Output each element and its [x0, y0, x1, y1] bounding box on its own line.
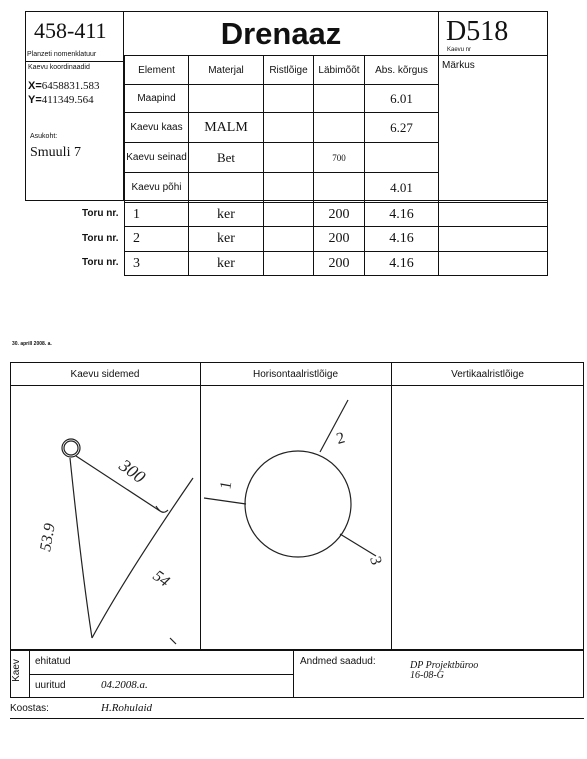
- pipe-material-cell: ker: [189, 252, 264, 276]
- sheet-caption: Planzeti nomenklatuur: [27, 51, 97, 58]
- element-cell: Kaevu seinad: [125, 143, 189, 173]
- column-header: Element: [125, 56, 189, 85]
- dimension-54: 54: [149, 567, 173, 591]
- built-label: ehitatud: [35, 656, 71, 667]
- x-label: X=: [28, 80, 42, 92]
- pipe-remark-cell: [439, 227, 548, 252]
- data-source-code: 16-08-G: [410, 670, 444, 681]
- date-stamp: 30. aprill 2008. a.: [12, 341, 52, 347]
- height-cell: 6.01: [365, 85, 439, 113]
- table-row: [125, 227, 548, 252]
- data-source-label: Andmed saadud:: [300, 656, 376, 667]
- y-label: Y=: [28, 94, 42, 106]
- dimension-539: 53.9: [37, 522, 59, 553]
- surveyed-label: uuritud: [35, 680, 66, 691]
- column-header: Abs. kõrgus: [365, 56, 439, 85]
- pipe-remark-cell: [439, 203, 548, 227]
- pipe-label-2: 2: [334, 429, 347, 448]
- divider: [10, 718, 584, 719]
- pipe-nr-cell: 1: [125, 203, 189, 227]
- section-cell: [264, 143, 314, 173]
- col-header-horizontal: Horisontaalristlõige: [252, 369, 339, 380]
- author-label: Koostas:: [10, 703, 49, 714]
- y-coordinate: [28, 94, 94, 106]
- pipe-remark-cell: [439, 252, 548, 276]
- material-cell: Bet: [189, 143, 264, 173]
- pipe-diameter-cell: 200: [314, 252, 365, 276]
- x-coordinate: [28, 80, 100, 92]
- sheet-number: 458-411: [34, 18, 107, 43]
- diameter-cell: [314, 85, 365, 113]
- horizontal-section-sketch: [200, 386, 391, 650]
- diameter-cell: [314, 113, 365, 143]
- author-value: H.Rohulaid: [101, 702, 153, 714]
- height-cell: [365, 143, 439, 173]
- pipe-label: Toru nr.: [82, 233, 119, 244]
- element-cell: Maapind: [125, 85, 189, 113]
- y-value: 411349.564: [41, 94, 94, 106]
- material-cell: MALM: [189, 113, 264, 143]
- pipe-section-cell: [264, 203, 314, 227]
- section-cell: [264, 113, 314, 143]
- table-row: [125, 252, 548, 276]
- pipe-diameter-cell: 200: [314, 203, 365, 227]
- address-value: Smuuli 7: [30, 145, 81, 160]
- coords-caption: Kaevu koordinaadid: [28, 64, 90, 71]
- element-cell: Kaevu põhi: [125, 173, 189, 203]
- well-section-circle-icon: [245, 451, 351, 557]
- address-caption: Asukoht:: [30, 133, 58, 140]
- element-cell: Kaevu kaas: [125, 113, 189, 143]
- column-header: Ristlõige: [264, 56, 314, 85]
- divider: [25, 61, 123, 62]
- element-table: [124, 55, 548, 276]
- material-cell: [189, 173, 264, 203]
- col-header-connections: Kaevu sidemed: [70, 369, 140, 380]
- pipe-diameter-cell: 200: [314, 227, 365, 252]
- diameter-cell: 700: [314, 143, 365, 173]
- well-id: D518: [446, 16, 509, 47]
- pipe-material-cell: ker: [189, 203, 264, 227]
- divider: [293, 650, 294, 698]
- pipe-section-cell: [264, 227, 314, 252]
- pipe-material-cell: ker: [189, 227, 264, 252]
- height-cell: 6.27: [365, 113, 439, 143]
- pipe-height-cell: 4.16: [365, 203, 439, 227]
- surveyed-value: 04.2008.a.: [101, 679, 148, 691]
- column-header: Läbimõõt: [314, 56, 365, 85]
- pipe-nr-cell: 3: [125, 252, 189, 276]
- connections-sketch: [10, 386, 200, 650]
- pipe-label-3: 3: [366, 554, 385, 567]
- dimension-300: 300: [115, 455, 150, 488]
- material-cell: [189, 85, 264, 113]
- divider: [391, 362, 392, 650]
- remarks-header: Märkus: [439, 56, 548, 203]
- col-header-vertical: Vertikaalristlõige: [451, 369, 524, 380]
- x-value: 6458831.583: [41, 80, 100, 92]
- divider: [29, 674, 293, 675]
- well-circle-icon: [62, 439, 80, 457]
- side-label: Kaev: [10, 659, 22, 682]
- pipe-section-cell: [264, 252, 314, 276]
- height-cell: 4.01: [365, 173, 439, 203]
- pipe-label-1: 1: [217, 479, 236, 491]
- section-cell: [264, 173, 314, 203]
- data-source-value: DP Projektbüroo: [410, 660, 479, 671]
- diameter-cell: [314, 173, 365, 203]
- pipe-nr-cell: 2: [125, 227, 189, 252]
- well-caption: Kaevu nr: [447, 47, 472, 53]
- pipe-height-cell: 4.16: [365, 252, 439, 276]
- table-row: [125, 203, 548, 227]
- pipe-label: Toru nr.: [82, 208, 119, 219]
- pipe-height-cell: 4.16: [365, 227, 439, 252]
- column-header: Materjal: [189, 56, 264, 85]
- pipe-label: Toru nr.: [82, 257, 119, 268]
- page-title: Drenaaz: [220, 16, 342, 51]
- section-cell: [264, 85, 314, 113]
